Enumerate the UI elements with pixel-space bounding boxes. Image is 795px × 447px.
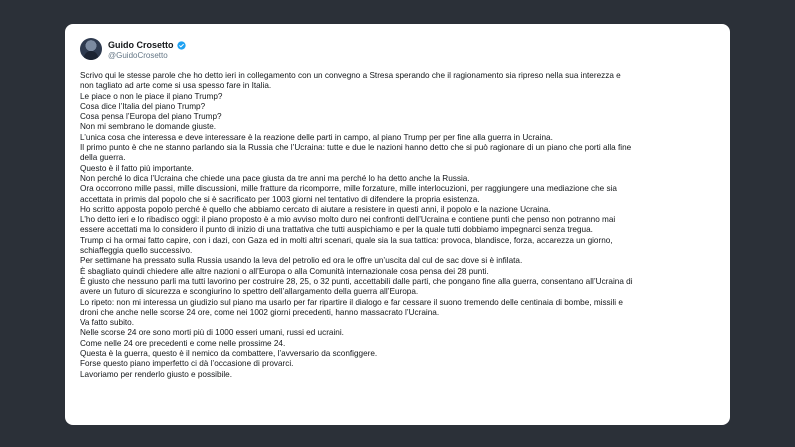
tweet-text-line: Lo ripeto: non mi interessa un giudizio sul piano ma usarlo per far ripartire il dialogo e far cessare il suono tremendo delle centinaia di bombe, missili e xyxy=(80,297,623,307)
tweet-text-line: Non perché lo dica l’Ucraina che chiede una pace giusta da tre anni ma perché lo ha detto anche la Russia. xyxy=(80,173,470,183)
tweet-text-line: Non mi sembrano le domande giuste. xyxy=(80,122,217,132)
tweet-text-line: Trump ci ha ormai fatto capire, con i dazi, con Gaza ed in molti altri scenari, quale sia la sua tattica: provoca, blandisce, forza, accarezza un giorno, xyxy=(80,235,613,245)
tweet-text-line: Forse questo piano imperfetto ci dà l’occasione di provarci. xyxy=(80,359,294,369)
tweet-text-line: della guerra. xyxy=(80,153,126,163)
tweet-card xyxy=(65,24,730,425)
tweet-text-line: Cosa dice l’Italia del piano Trump? xyxy=(80,101,206,111)
tweet-text-line: Questo è il fatto più importante. xyxy=(80,163,194,173)
author-display-name[interactable]: Guido Crosetto xyxy=(108,40,174,50)
tweet-text-line: schiaffeggia quello successivo. xyxy=(80,246,193,256)
tweet-text-line: Per settimane ha pressato sulla Russia usando la leva del petrolio ed ora le offre un’uscita dal cul de sac dove si è infilata. xyxy=(80,256,523,266)
tweet-text xyxy=(80,71,720,380)
tweet-text-line: Ho scritto apposta popolo perché è quello che abbiamo cercato di aiutare a resistere in questi anni, il popolo e la nazione Ucraina. xyxy=(80,204,551,214)
tweet-text-line: Come nelle 24 ore precedenti e come nelle prossime 24. xyxy=(80,338,286,348)
author-handle[interactable]: @GuidoCrosetto xyxy=(108,51,168,60)
tweet-text-line: Questa è la guerra, questo è il nemico da combattere, l’avversario da sconfiggere. xyxy=(80,349,378,359)
tweet-text-line: avere un futuro di sicurezza e scongiurino lo spettro dell’allargamento della guerra all’Europa. xyxy=(80,287,419,297)
avatar[interactable] xyxy=(80,38,102,60)
author-name-row xyxy=(108,40,186,50)
tweet-text-line: L’ho detto ieri e lo ribadisco oggi: il piano proposto è a mio avviso molto duro nei confronti dell’Ucraina e contiene punti che penso non potranno mai xyxy=(80,215,616,225)
tweet-text-line: Lavoriamo per renderlo giusto e possibile. xyxy=(80,369,233,379)
verified-badge-icon xyxy=(177,41,186,50)
tweet-text-line: Il primo punto è che ne stanno parlando sia la Russia che l’Ucraina: tutte e due le nazioni hanno detto che si può ragionare di un piano che porti alla fine xyxy=(80,143,632,153)
tweet-text-line: non tagliato ad arte come si usa spesso fare in Italia. xyxy=(80,81,272,91)
tweet-text-line: Scrivo qui le stesse parole che ho detto ieri in collegamento con un convegno a Stresa sperando che il ragionamento sia ripreso nella sua interezza e xyxy=(80,71,621,80)
tweet-text-line: L’unica cosa che interessa e deve interessare è la reazione delle parti in campo, al piano Trump per per fine alla guerra in Ucraina. xyxy=(80,132,553,142)
tweet-text-line: Ora occorrono mille passi, mille discussioni, mille fratture da ricomporre, mille forzature, mille interlocuzioni, per raggiungere una mediazione che sia xyxy=(80,184,617,194)
tweet-text-line: Va fatto subito. xyxy=(80,318,135,328)
tweet-text-line: Le piace o non le piace il piano Trump? xyxy=(80,91,223,101)
tweet-text-line: droni che anche nelle scorse 24 ore, come nei 1002 giorni precedenti, hanno massacrato l’Ucraina. xyxy=(80,307,440,317)
tweet-text-line: essere accettati ma lo considero il punto di inizio di una trattativa che tutti auspichiamo e per la quale tutti dobbiamo impegnarci senza tregua. xyxy=(80,225,593,235)
tweet-text-line: Nelle scorse 24 ore sono morti più di 1000 esseri umani, russi ed ucraini. xyxy=(80,328,344,338)
tweet-text-line: Cosa pensa l’Europa del piano Trump? xyxy=(80,112,222,122)
tweet-text-line: È sbagliato quindi chiedere alle altre nazioni o all’Europa o alla Comunità internazionale cosa pensa dei 28 punti. xyxy=(80,266,489,276)
tweet-text-line: accettata in primis dal popolo che si è sacrificato per 1003 giorni nel tentativo di difendere la propria esistenza. xyxy=(80,194,480,204)
tweet-text-line: È giusto che nessuno parli ma tutti lavorino per costruire 28, 25, o 32 punti, accettabili dalle parti, che pongano fine alla guerra, consentano all’Ucraina di xyxy=(80,276,633,286)
